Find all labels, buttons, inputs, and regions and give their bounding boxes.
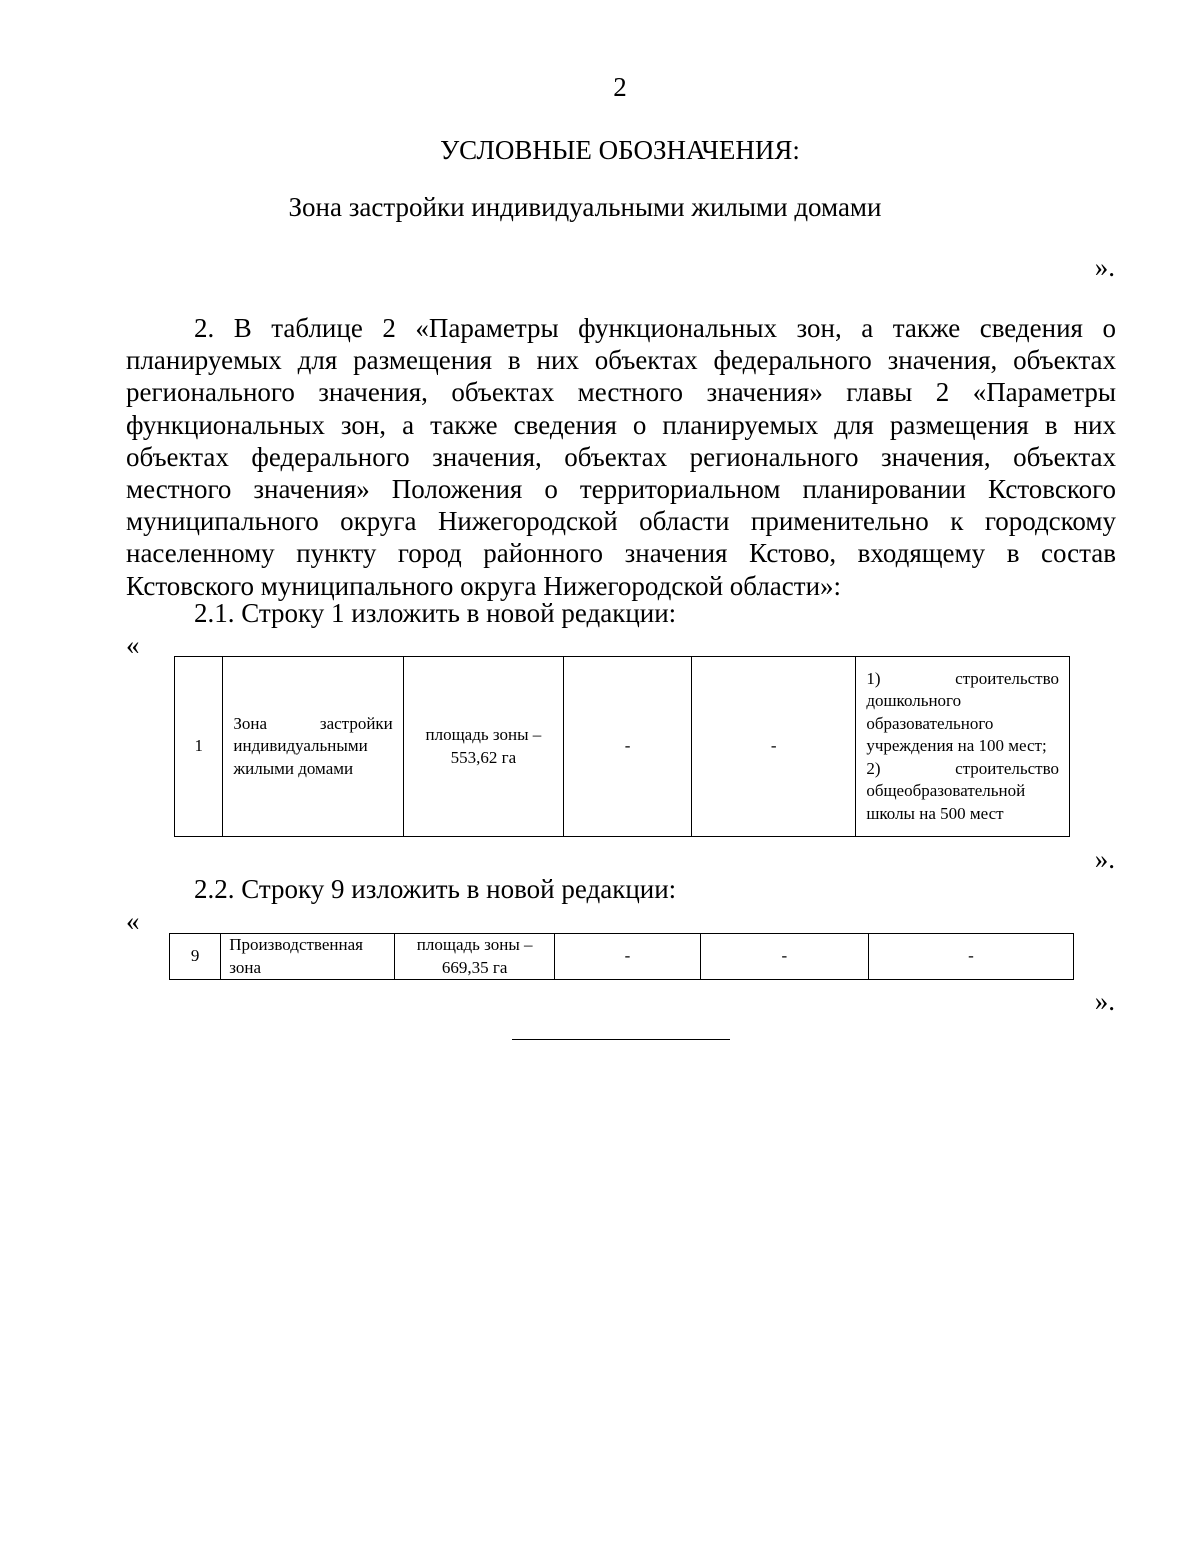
row-number-cell: 1: [175, 657, 223, 837]
local-objects-cell: -: [868, 934, 1073, 980]
item-2-1-close-quote: ».: [1094, 844, 1115, 874]
federal-objects-cell: -: [555, 934, 701, 980]
table-row: [170, 934, 1074, 980]
row-number-cell: 9: [170, 934, 221, 980]
local-objects-cell: [856, 657, 1070, 837]
page-number: 2: [613, 72, 627, 102]
row-9-table: [169, 933, 1074, 980]
measure-item: 2) строительство общеобразовательной школы на 500 мест: [866, 758, 1059, 823]
legend-close-quote: ».: [1094, 252, 1115, 282]
zone-name-cell: Зона застройки индивидуальными жилыми домами: [223, 657, 403, 837]
regional-objects-cell: -: [692, 657, 856, 837]
item-2-1-heading: 2.1. Строку 1 изложить в новой редакции:: [194, 598, 677, 628]
zone-area-cell: площадь зоны – 669,35 га: [395, 934, 555, 980]
zone-area-cell: площадь зоны – 553,62 га: [403, 657, 563, 837]
measure-item: 1) строительство дошкольного образовательного учреждения на 100 мест;: [866, 668, 1059, 756]
amendment-paragraph: 2. В таблице 2 «Параметры функциональных зон, а также сведения о планируемых для размещения в них объектах федерального значения, объектах регионального значения, объектах местного значения» главы 2 «Параметры функциональных зон, а также сведения о планируемых для размещения в них объектах федерального значения, объектах регионального значения, объектах местного значения» Положения о территориальном планировании Кстовского муниципального округа Нижегородской области применительно к городскому населенному пункту город районного значения Кстово, входящему в состав Кстовского муниципального округа Нижегородской области»:: [126, 313, 1116, 601]
table-row: [175, 657, 1070, 837]
item-2-2-close-quote: ».: [1094, 986, 1115, 1016]
item-2-2-heading: 2.2. Строку 9 изложить в новой редакции:: [194, 874, 677, 904]
legend-item-label: Зона застройки индивидуальными жилыми домами: [288, 192, 882, 222]
end-rule: [512, 1039, 730, 1040]
row-1-table: [174, 656, 1070, 837]
legend-title: УСЛОВНЫЕ ОБОЗНАЧЕНИЯ:: [440, 135, 800, 165]
item-2-1-open-quote: «: [126, 630, 140, 660]
zone-name-cell: Производственная зона: [221, 934, 395, 980]
federal-objects-cell: -: [564, 657, 692, 837]
regional-objects-cell: -: [700, 934, 868, 980]
item-2-2-open-quote: «: [126, 906, 140, 936]
